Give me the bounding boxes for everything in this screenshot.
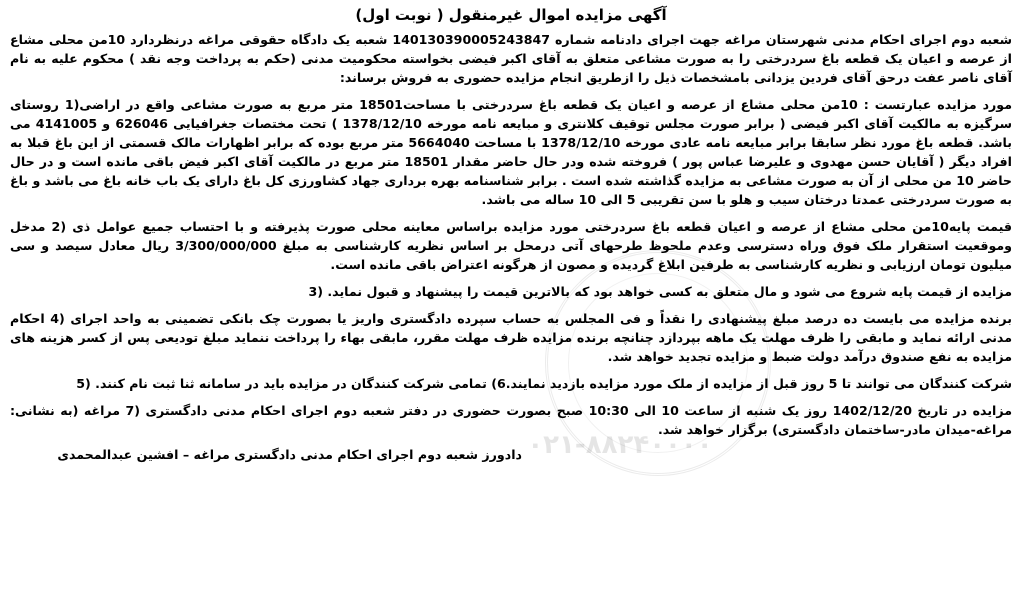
item-7-paragraph: مزایده در تاریخ 1402/12/20 روز یک شنبه از ساعت 10 الی 10:30 صبح بصورت حضوری در دفتر شعبه دوم اجرای احکام مدنی دادگستری (7 مراغه (به نشانی: مراغه-میدان مادر-ساختمان دادگستری) برگزار خواهد شد. [10,403,1012,437]
signature-line: دادورز شعبه دوم اجرای احکام مدنی دادگستری مراغه – افشین عبدالمحمدی [57,447,522,462]
item-4-paragraph: برنده مزایده می بایست ده درصد مبلغ پیشنهادی را نقداً و فی المجلس به حساب سپرده دادگستری واریز یا بصورت چک بانکی تضمینی به واحد اجرای (4 احکام مدنی ارائه نماید و مابقی را ظرف مهلت یک ماهه بپردازد چنانچه برنده مزایده ظرف مهلت مقرر، مابقی بهاء را پرداخت ننماید مبلغ تودیعی پس از کسر هزینه های مزایده به نفع صندوق درآمد دولت ضبط و مزایده تجدید خواهد شد. [10,311,1012,364]
item-5-paragraph: شرکت کنندگان می توانند تا 5 روز قبل از مزایده از ملک مورد مزایده بازدید نمایند.6) تمامی شرکت کنندگان در مزایده باید در سامانه ثنا ثبت نام کنند. (5 [76,376,1012,391]
item-2-paragraph: قیمت پایه10من محلی مشاع از عرصه و اعیان قطعه باغ سردرختی مورد مزایده براساس معاینه محلی صورت پذیرفته و با احتساب جمیع عوامل ذی (2 مدخل وموقعیت استقرار ملک فوق وراه دسترسی وعدم ملحوظ طرحهای آتی درمحل بر اساس نظریه کارشناسی به مبلغ 3/300/000/000 ریال معادل سیصد و سی میلیون تومان ارزیابی و نظریه کارشناسی به طرفین ابلاغ گردیده و مصون از هرگونه اعتراض باقی مانده است. [10,219,1012,272]
watermark-phone: ۰۲۱-۸۸۲۴۰۰۰۰ [527,430,713,460]
item-1-paragraph: مورد مزایده عبارتست : 10من محلی مشاع از عرصه و اعیان یک قطعه باغ سردرختی با مساحت18501 متر مربع به صورت مشاعی واقع در اراضی(1 روستای سرگیزه به مالکیت آقای اکبر فیضی ( برابر صورت مجلس توقیف کلانتری و مبایعه نامه مورخه 1378/12/10 ) تحت مختصات جغرافیایی 626046 و 4141005 می باشد. قطعه باغ مورد نظر سابقا برابر مبایعه نامه عادی مورخه 1378/12/10 با مساحت 5664040 متر مربع بوده که برابر اظهارات مالک قسمتی از این باغ قبلا به افراد دیگر ( آقایان حسن مهدوی و علیرضا عباس پور ) فروخته شده ودر حال حاضر مقدار 18501 متر مربع در مالکیت آقای اکبر فیض باقی مانده است و در حال حاضر 10 من محلی از آن به صورت مشاعی به مزایده گذاشته شده است . برابر شناسنامه بهره برداری جهاد کشاورزی کل باغ دارای یک باب خانه باغ می باشد و باغ به صورت سردرختی عمدتا درختان سیب و هلو با سن تقریبی 5 الی 10 ساله می باشد. [10,97,1013,207]
notice-title: آگهی مزایده اموال غیرمنقول ( نوبت اول) [355,6,667,24]
item-3-paragraph: مزایده از قیمت پایه شروع می شود و مال متعلق به کسی خواهد بود که بالاترین قیمت را پیشنهاد و قبول نماید. (3 [308,284,1012,299]
notice-intro-paragraph: شعبه دوم اجرای احکام مدنی شهرستان مراغه جهت اجرای دادنامه شماره 140130390005243847 شعبه یک دادگاه حقوقی مراغه درنظردارد 10من محلی مشاع از عرصه و اعیان یک قطعه باغ سردرختی را به صورت مشاعی متعلق به آقای اکبر فیضی بخواسته محکومیت مدنی (حکم به پرداخت وجه نقد ) محکوم علیه به نام آقای ناصر عفت درحق آقای فردین یزدانی بامشخصات ذیل را ازطریق انجام مزایده حضوری به فروش برساند: [10,32,1012,85]
